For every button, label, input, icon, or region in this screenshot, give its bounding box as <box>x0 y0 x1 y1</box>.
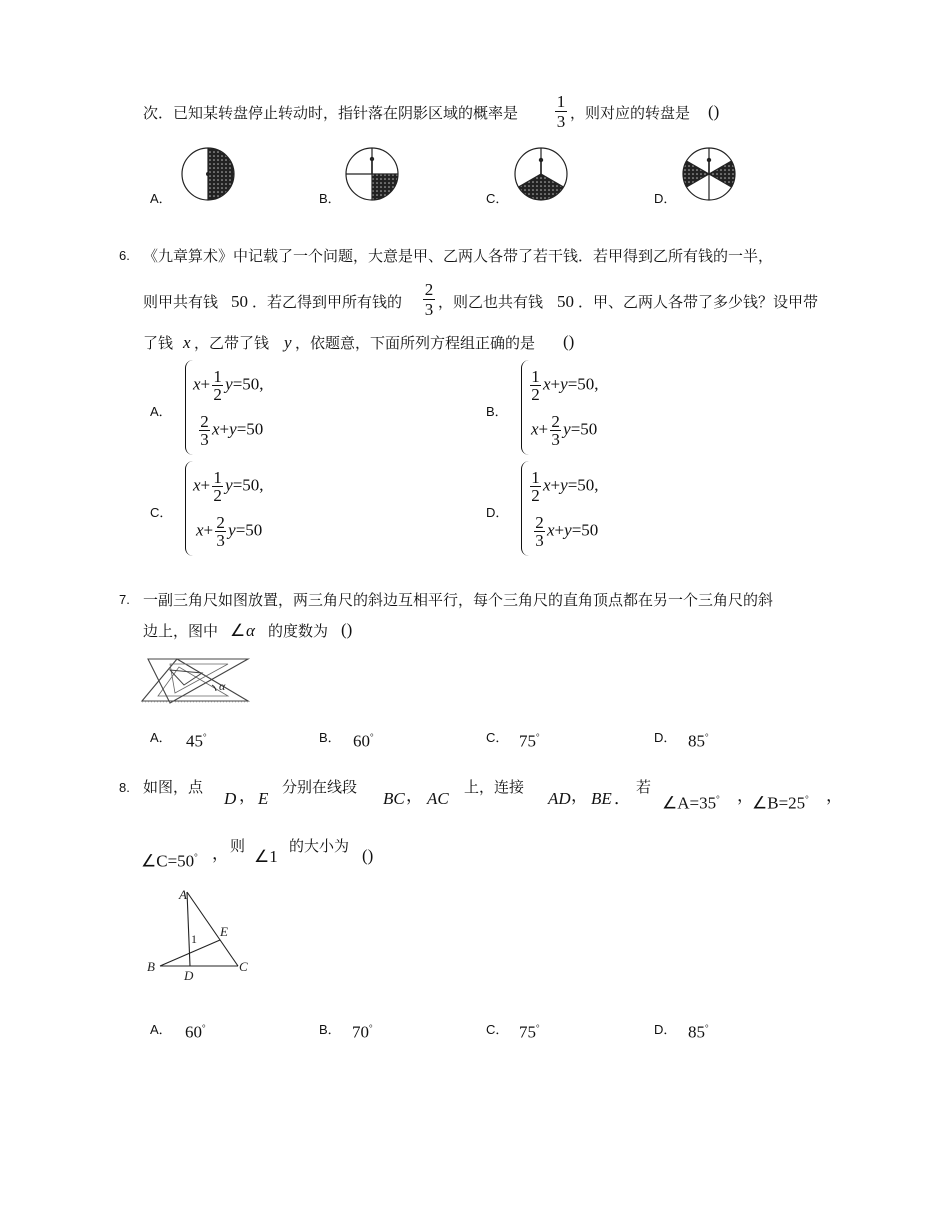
q8-option-a-label: A． <box>150 1022 172 1037</box>
q7-number: 7. <box>119 592 130 607</box>
q8-text-6: 的大小为 <box>289 837 350 855</box>
spinner-half-shaded-icon <box>180 146 236 202</box>
q5-frac-num: 1 <box>556 92 566 111</box>
q8-fig-label-c: C <box>239 959 248 974</box>
q8-paren: () <box>362 846 374 865</box>
q8-comma-5: ， <box>826 786 843 805</box>
q8-text-4: 若 <box>636 778 652 796</box>
q7-option-a-value: 45° <box>186 731 207 751</box>
q8-fig-label-1: 1 <box>191 932 197 946</box>
q5-paren: () <box>708 102 720 121</box>
q8-angle-a: ∠A=35° <box>662 793 720 813</box>
q5-option-d-label: D． <box>654 191 677 206</box>
q7-option-b-label: B． <box>319 730 341 745</box>
spinner-sixths-shaded-icon <box>679 144 739 204</box>
q8-option-d-value: 85° <box>688 1022 709 1042</box>
q8-option-c-value: 75° <box>519 1022 540 1042</box>
q8-text-2: 分别在线段 <box>282 778 358 796</box>
q6-var-y: y <box>284 333 292 352</box>
spinner-third-shaded-icon <box>511 144 571 204</box>
q8-comma-1: ， <box>239 786 256 805</box>
q8-text-1: 如图，点 <box>143 778 204 796</box>
q7-option-c-value: 75° <box>519 731 540 751</box>
q8-segment-be: BE <box>591 789 612 808</box>
q6-option-d-eq1: $\frac{1}{2}$ x+y=50, <box>531 468 599 505</box>
q8-number: 8. <box>119 780 130 795</box>
q8-option-b-label: B． <box>319 1022 341 1037</box>
q6-number: 6. <box>119 248 130 263</box>
q7-option-d-label: D． <box>654 730 677 745</box>
q8-segment-ad: AD <box>548 789 571 808</box>
q8-point-d: D <box>224 789 237 808</box>
q7-paren: () <box>341 620 353 639</box>
q5-option-a-label: A． <box>150 191 172 206</box>
q6-var-x: x <box>183 333 191 352</box>
q6-option-c-label: C． <box>150 505 173 520</box>
q8-segment-bc: BC <box>383 789 405 808</box>
q6-option-b-label: B． <box>486 404 508 419</box>
q8-option-c-label: C． <box>486 1022 509 1037</box>
q8-fig-label-e: E <box>220 924 228 939</box>
q5-text-b: ，则对应的转盘是 <box>570 104 691 122</box>
q8-period: ． <box>614 789 631 808</box>
q6-option-d-eq2: $\frac{2}{3}$ x+y=50 <box>535 513 599 550</box>
q6-option-a-eq1: x+ $\frac{1}{2}$ y=50, <box>193 367 264 404</box>
q7-line2-a: 边上，图中 <box>143 622 219 640</box>
q8-option-b-value: 70° <box>352 1022 373 1042</box>
q7-option-d-value: 85° <box>688 731 709 751</box>
q8-text-5: 则 <box>230 837 246 855</box>
q5-option-c-label: C． <box>486 191 509 206</box>
q8-fig-label-b: B <box>147 959 155 974</box>
q7-option-a-label: A． <box>150 730 172 745</box>
q6-line3-b: ，乙带了钱 <box>194 334 270 352</box>
q6-paren: () <box>563 332 575 351</box>
q6-line2-c: ，则乙也共有钱 <box>438 293 544 311</box>
q6-option-d-label: D． <box>486 505 509 520</box>
q6-frac-den: 3 <box>424 300 434 319</box>
q6-option-c-eq1: x+ $\frac{1}{2}$ y=50, <box>193 468 264 505</box>
q7-angle-symbol: ∠ <box>230 621 246 640</box>
q6-line3-c: ，依题意，下面所列方程组正确的是 <box>295 334 536 352</box>
q7-option-b-value: 60° <box>353 731 374 751</box>
q8-comma-6: ， <box>212 844 229 863</box>
q6-line2-a: 则甲共有钱 <box>143 293 219 311</box>
q6-option-b-eq1: $\frac{1}{2}$ x+y=50, <box>531 367 599 404</box>
q8-comma-3: ， <box>571 786 588 805</box>
q7-line2-b: 的度数为 <box>268 622 329 640</box>
q8-angle-1: ∠1 <box>254 847 278 866</box>
q8-text-3: 上，连接 <box>464 778 525 796</box>
q6-option-a-label: A． <box>150 404 172 419</box>
q8-triangle-figure <box>140 882 255 982</box>
q8-fig-label-a: A <box>179 887 187 902</box>
q8-fig-label-d: D <box>184 968 194 982</box>
q8-point-e: E <box>258 789 269 808</box>
q8-option-a-value: 60° <box>185 1022 206 1042</box>
q6-frac-num: 2 <box>424 280 434 299</box>
q8-angle-b: ∠B=25° <box>752 793 809 813</box>
q5-text-a: 次．已知某转盘停止转动时，指针落在阴影区域的概率是 <box>143 104 519 122</box>
q8-option-d-label: D． <box>654 1022 677 1037</box>
q7-triangle-rulers-figure <box>140 655 252 707</box>
q8-segment-ac: AC <box>427 789 449 808</box>
q7-alpha: α <box>246 621 255 640</box>
q6-value-50b: 50 <box>557 292 574 311</box>
q8-angle-c: ∠C=50° <box>141 851 198 871</box>
q5-fraction <box>555 92 567 131</box>
q6-line3-a: 了钱 <box>143 334 174 352</box>
q8-comma-4: ， <box>737 786 754 805</box>
q6-value-50a: 50 <box>231 292 248 311</box>
q6-line2-d: ．甲、乙两人各带了多少钱？设甲带 <box>578 293 819 311</box>
q6-option-a-eq2: $\frac{2}{3}$ x+y=50 <box>200 412 264 449</box>
spinner-quarter-shaded-icon <box>343 145 401 203</box>
q6-option-b-eq2: x+ $\frac{2}{3}$ y=50 <box>531 412 598 449</box>
q5-frac-den: 3 <box>556 112 566 131</box>
q6-line1: 《九章算术》中记载了一个问题，大意是甲、乙两人各带了若干钱．若甲得到乙所有钱的一半， <box>143 247 774 265</box>
q6-option-c-eq2: x+ $\frac{2}{3}$ y=50 <box>196 513 263 550</box>
q6-line2-b: ．若乙得到甲所有钱的 <box>252 293 403 311</box>
q6-fraction <box>423 280 435 319</box>
q7-line1: 一副三角尺如图放置，两三角尺的斜边互相平行，每个三角尺的直角顶点都在另一个三角尺的斜 <box>143 591 774 609</box>
q7-option-c-label: C． <box>486 730 509 745</box>
q5-option-b-label: B． <box>319 191 341 206</box>
q7-figure-alpha: α <box>219 679 226 693</box>
q8-comma-2: ， <box>406 786 423 805</box>
